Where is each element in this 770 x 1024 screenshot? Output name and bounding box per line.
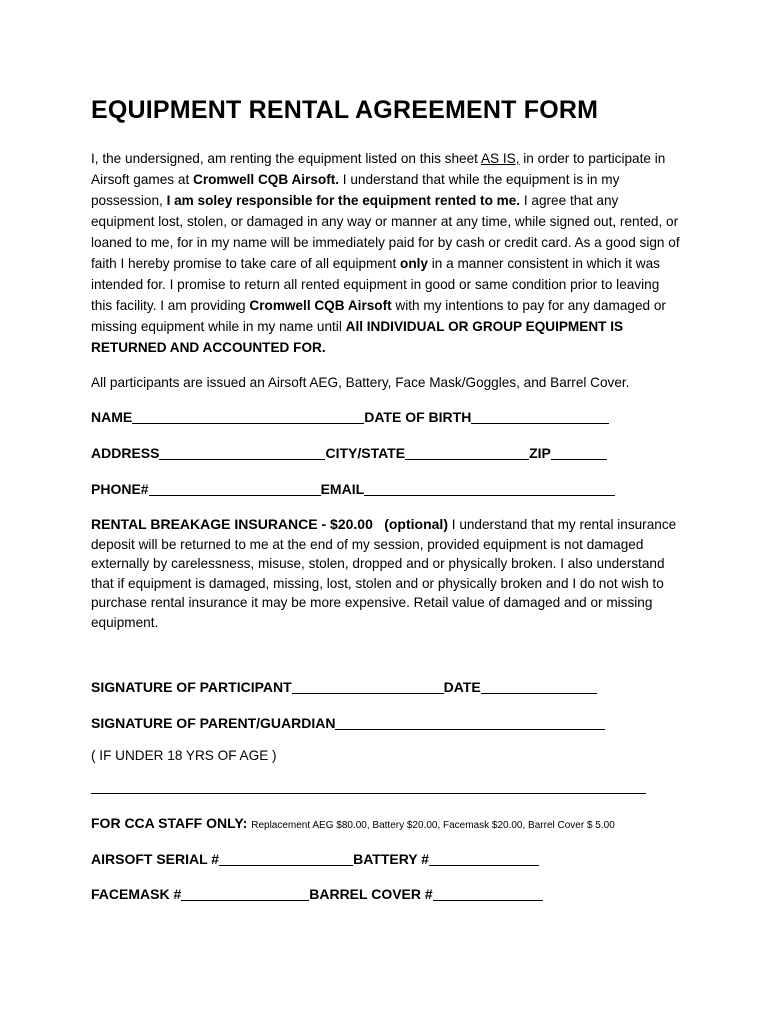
participant-signature-row xyxy=(91,679,597,695)
age-note: ( IF UNDER 18 YRS OF AGE ) xyxy=(91,748,277,763)
email-field[interactable] xyxy=(364,481,615,496)
as-is-text: AS IS, xyxy=(480,151,520,166)
issued-equipment-note: All participants are issued an Airsoft AEG, Battery, Face Mask/Goggles, and Barrel Cover. xyxy=(91,375,630,390)
zip-field[interactable] xyxy=(551,445,607,460)
dob-field[interactable] xyxy=(471,409,609,424)
staff-row xyxy=(91,815,615,831)
name-field[interactable] xyxy=(132,409,364,424)
battery-label: BATTERY # xyxy=(353,851,430,867)
barrel-field[interactable] xyxy=(433,886,543,901)
email-label: EMAIL xyxy=(320,481,365,497)
parent-signature-row xyxy=(91,715,605,731)
date-field[interactable] xyxy=(481,679,597,694)
zip-label: ZIP xyxy=(529,445,551,461)
participant-signature-label: SIGNATURE OF PARTICIPANT xyxy=(91,679,292,695)
address-label: ADDRESS xyxy=(91,445,160,461)
name-label: NAME xyxy=(91,409,133,425)
form-title: EQUIPMENT RENTAL AGREEMENT FORM xyxy=(91,96,599,124)
facemask-barrel-row xyxy=(91,886,543,902)
replacement-costs: Replacement AEG $80.00, Battery $20.00, Facemask $20.00, Barrel Cover $ 5.00 xyxy=(251,820,615,831)
city-state-label: CITY/STATE xyxy=(325,445,406,461)
date-label: DATE xyxy=(443,679,481,695)
staff-heading: FOR CCA STAFF ONLY: xyxy=(91,815,248,831)
divider-line xyxy=(91,793,646,794)
return-condition: All INDIVIDUAL OR GROUP EQUIPMENT IS RETURNED AND ACCOUNTED FOR. xyxy=(91,319,624,355)
responsibility-statement: I am soley responsible for the equipment rented to me. xyxy=(166,193,521,208)
name-dob-row xyxy=(91,409,609,425)
phone-label: PHONE# xyxy=(91,481,149,497)
address-field[interactable] xyxy=(159,445,325,460)
city-state-field[interactable] xyxy=(405,445,529,460)
facemask-field[interactable] xyxy=(181,886,309,901)
phone-field[interactable] xyxy=(149,481,321,496)
facemask-label: FACEMASK # xyxy=(91,886,182,902)
serial-label: AIRSOFT SERIAL # xyxy=(91,851,220,867)
phone-email-row xyxy=(91,481,615,497)
parent-signature-label: SIGNATURE OF PARENT/GUARDIAN xyxy=(91,715,336,731)
dob-label: DATE OF BIRTH xyxy=(364,409,472,425)
insurance-heading: RENTAL BREAKAGE INSURANCE - $20.00 xyxy=(91,516,373,532)
serial-battery-row xyxy=(91,851,539,867)
facility-name-2: Cromwell CQB Airsoft xyxy=(249,298,392,313)
serial-field[interactable] xyxy=(219,851,353,866)
participant-signature-field[interactable] xyxy=(292,679,444,694)
parent-signature-field[interactable] xyxy=(335,715,605,730)
insurance-paragraph: RENTAL BREAKAGE INSURANCE - $20.00 (optional) I understand that my rental insurance deposit will be returned to me at the end of my session, provided equipment is not damaged externally by carelessness, misuse, stolen, dropped and or physically broken. I also understand that if equipment is damaged, missing, lost, stolen and or physically broken and I do not wish to purchase rental insurance it may be more expensive. Retail value of damaged and or missing equipment. xyxy=(91,516,677,630)
barrel-label: BARREL COVER # xyxy=(309,886,433,902)
address-row xyxy=(91,445,607,461)
agreement-paragraph: I, the undersigned, am renting the equipment listed on this sheet AS IS, in order to participate in Airsoft games at Cromwell CQB Airsoft. I understand that while the equipment is in my possession, I am soley responsible for the equipment rented to me. I agree that any equipment lost, stolen, or damaged in any way or manner at any time, while signed out, rented, or loaned to me, for in my name will be immediately paid for by cash or credit card. As a good sign of faith I hereby promise to take care of all equipment only in a manner consistent in which it was intended for. I promise to return all rented equipment in good or same condition prior to leaving this facility. I am providing Cromwell CQB Airsoft with my intentions to pay for any damaged or missing equipment while in my name until All INDIVIDUAL OR GROUP EQUIPMENT IS RETURNED AND ACCOUNTED FOR. xyxy=(91,151,680,355)
facility-name: Cromwell CQB Airsoft. xyxy=(193,172,340,187)
optional-label: (optional) xyxy=(384,516,448,532)
battery-field[interactable] xyxy=(429,851,539,866)
